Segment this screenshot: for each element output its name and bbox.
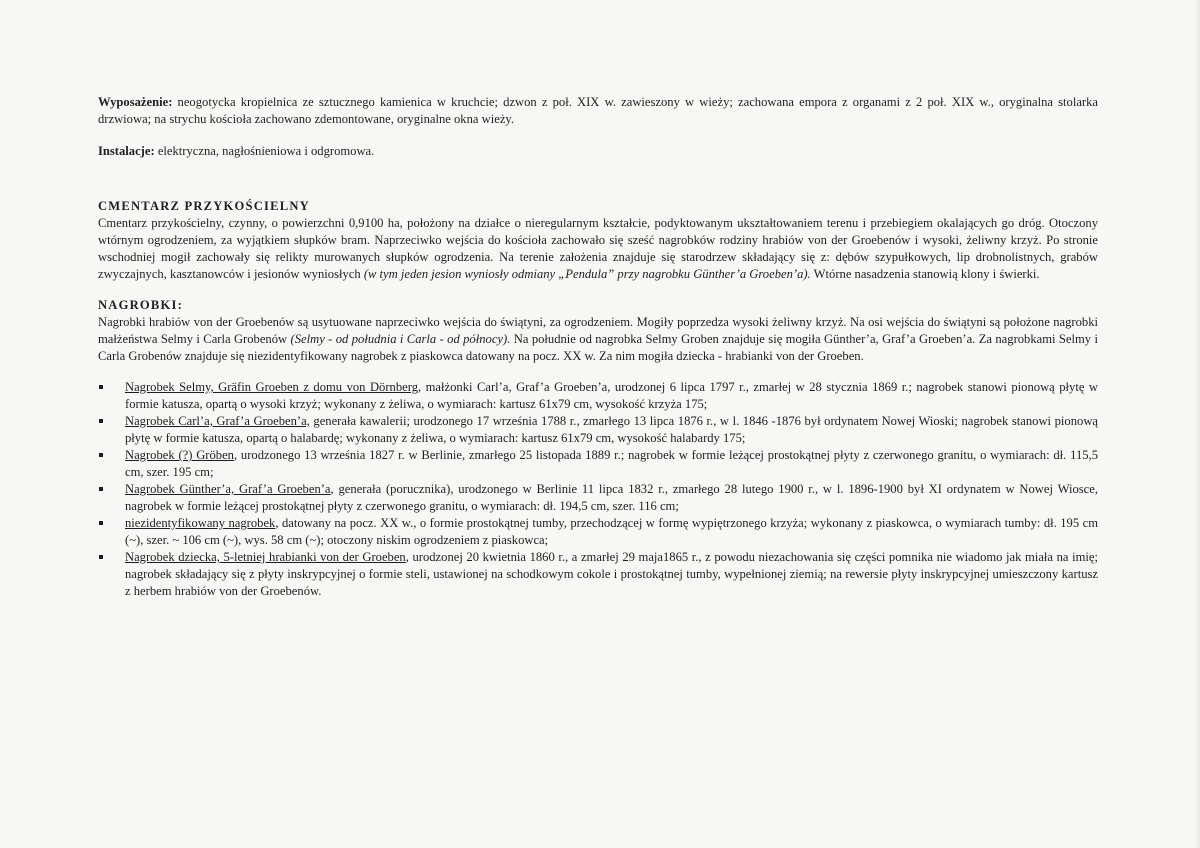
list-item-title: Nagrobek Carl’a, Graf’a Groeben’a, [125,414,310,428]
list-item [98,515,1098,549]
list-item-title: Nagrobek Günther’a, Graf’a Groeben’a [125,482,331,496]
nagrobki-italic-note: (Selmy - od południa i Carla - od północy). [290,332,511,346]
bullet-square-icon [99,385,103,389]
list-item-title: Nagrobek dziecka, 5-letniej hrabianki von der Groeben [125,550,406,564]
list-item-text: , urodzonej 20 kwietnia 1860 r., a zmarłej 29 maja1865 r., z powodu niezachowania się części pomnika nie wiadomo jak miała na imię; nagrobek składający się z płyty inskrypcyjnej o formie steli, ustawionej na schodkowym cokole i prostokątnej tumby, wypełnionej ziemią; na rewersie płyty inskrypcyjnej umieszczony kartusz z herbem hrabiów von der Groebenów. [125,550,1098,598]
list-item-text: generała kawalerii; urodzonego 17 września 1788 r., zmarłego 13 lipca 1876 r., w l. 1846 -1876 był ordynatem Nowej Wioski; nagrobek stanowi pionową płytę w formie katusza, opartą o halabardę; wykonany z żeliwa, o wymiarach: kartusz 61x79 cm, wysokość halabardy 175; [125,414,1098,445]
nagrobki-heading: NAGROBKI: [98,298,183,312]
list-item-title: niezidentyfikowany nagrobek [125,516,276,530]
bullet-square-icon [99,487,103,491]
bullet-square-icon [99,521,103,525]
cmentarz-italic-note: (w tym jeden jesion wyniosły odmiany „Pendula” przy nagrobku Günther’a Groeben’a). [363,267,811,281]
list-item-title: Nagrobek (?) Gröben [125,448,234,462]
cmentarz-paragraph [98,215,1098,283]
list-item-text: , datowany na pocz. XX w., o formie prostokątnej tumby, przechodzącej w formę wypiętrzonego krzyża; wykonany z piaskowca, o wymiarach tumby: dł. 195 cm (~), szer. ~ 106 cm (~), wys. 58 cm (~); otoczony niskim ogrodzeniem z piaskowca; [125,516,1098,547]
list-item-text: , generała (porucznika), urodzonego w Berlinie 11 lipca 1832 r., zmarłego 28 lutego 1900 r., w l. 1896-1900 był XI ordynatem w Nowej Wiosce, nagrobek w formie leżącej prostokątnej płyty z czerwonego granitu, o wymiarach: dł. 194,5 cm, szer. 116 cm; [125,482,1098,513]
cmentarz-tail: Wtórne nasadzenia stanowią klony i świerki. [810,267,1040,281]
bullet-square-icon [99,419,103,423]
list-item [98,549,1098,600]
instalacje-text: elektryczna, nagłośnieniowa i odgromowa. [154,144,375,158]
nagrobki-text-2: Na południe od nagrobka Selmy Groben znajduje się mogiła Günther’a, Graf’a Groeben’a. Za nagrobkami Selmy i Carla Grobenów znajduje się niezidentyfikowany nagrobek z piaskowca datowany na pocz. XX w. Za nim mogiła dziecka - hrabianki von der Groeben. [98,332,1098,363]
list-item [98,481,1098,515]
wyposazenie-paragraph [98,94,1098,128]
list-item-title: Nagrobek Selmy, Gräfin Groeben z domu von Dörnberg [125,380,418,394]
instalacje-paragraph [98,143,1098,160]
document-page [98,94,1098,600]
bullet-square-icon [99,555,103,559]
list-item [98,447,1098,481]
wyposazenie-text: neogotycka kropielnica ze sztucznego kamienica w kruchcie; dzwon z poł. XIX w. zawieszony w wieży; zachowana empora z organami z 2 poł. XIX w., oryginalna stolarka drzwiowa; na strychu kościoła zachowano zdemontowane, oryginalne okna wieży. [98,95,1098,126]
list-item-text: , małżonki Carl’a, Graf’a Groeben’a, urodzonej 6 lipca 1797 r., zmarłej w 28 stycznia 1869 r.; nagrobek stanowi pionową płytę w formie katusza, opartą o wysoki krzyż; wykonany z żeliwa, o wymiarach: kartusz 61x79 cm, wysokość krzyża 175; [125,380,1098,411]
nagrobki-list [98,379,1098,600]
nagrobki-text-1: Nagrobki hrabiów von der Groebenów są usytuowane naprzeciwko wejścia do świątyni, za ogrodzeniem. Mogiły poprzedza wysoki żeliwny krzyż. Na osi wejścia do świątyni są położone nagrobki małżeństwa Selmy i Carla Grobenów [98,315,1098,346]
list-item-text: , urodzonego 13 września 1827 r. w Berlinie, zmarłego 25 listopada 1889 r.; nagrobek w formie leżącej prostokątnej płyty z czerwonego granitu, o wymiarach: dł. 115,5 cm, szer. 195 cm; [125,448,1098,479]
instalacje-label: Instalacje: [98,144,155,158]
nagrobki-paragraph [98,314,1098,365]
list-item [98,379,1098,413]
cmentarz-text: Cmentarz przykościelny, czynny, o powierzchni 0,9100 ha, położony na działce o nieregularnym kształcie, podyktowanym ukształtowaniem terenu i przebiegiem okalających go dróg. Otoczony wtórnym ogrodzeniem, za wyjątkiem słupków bram. Naprzeciwko wejścia do kościoła zachowało się sześć nagrobków rodziny hrabiów von der Groebenów i wysoki, żeliwny krzyż. Po stronie wschodniej mogił zachowały się relikty murowanych słupków ogrodzenia. Na terenie założenia znajduje się starodrzew składający się z: dębów szypułkowych, lip drobnolistnych, grabów zwyczajnych, kasztanowców i jesionów wyniosłych [98,216,1098,281]
cmentarz-heading: CMENTARZ PRZYKOŚCIELNY [98,199,310,213]
wyposazenie-label: Wyposażenie: [98,95,173,109]
list-item [98,413,1098,447]
scan-edge [1194,0,1200,848]
bullet-square-icon [99,453,103,457]
